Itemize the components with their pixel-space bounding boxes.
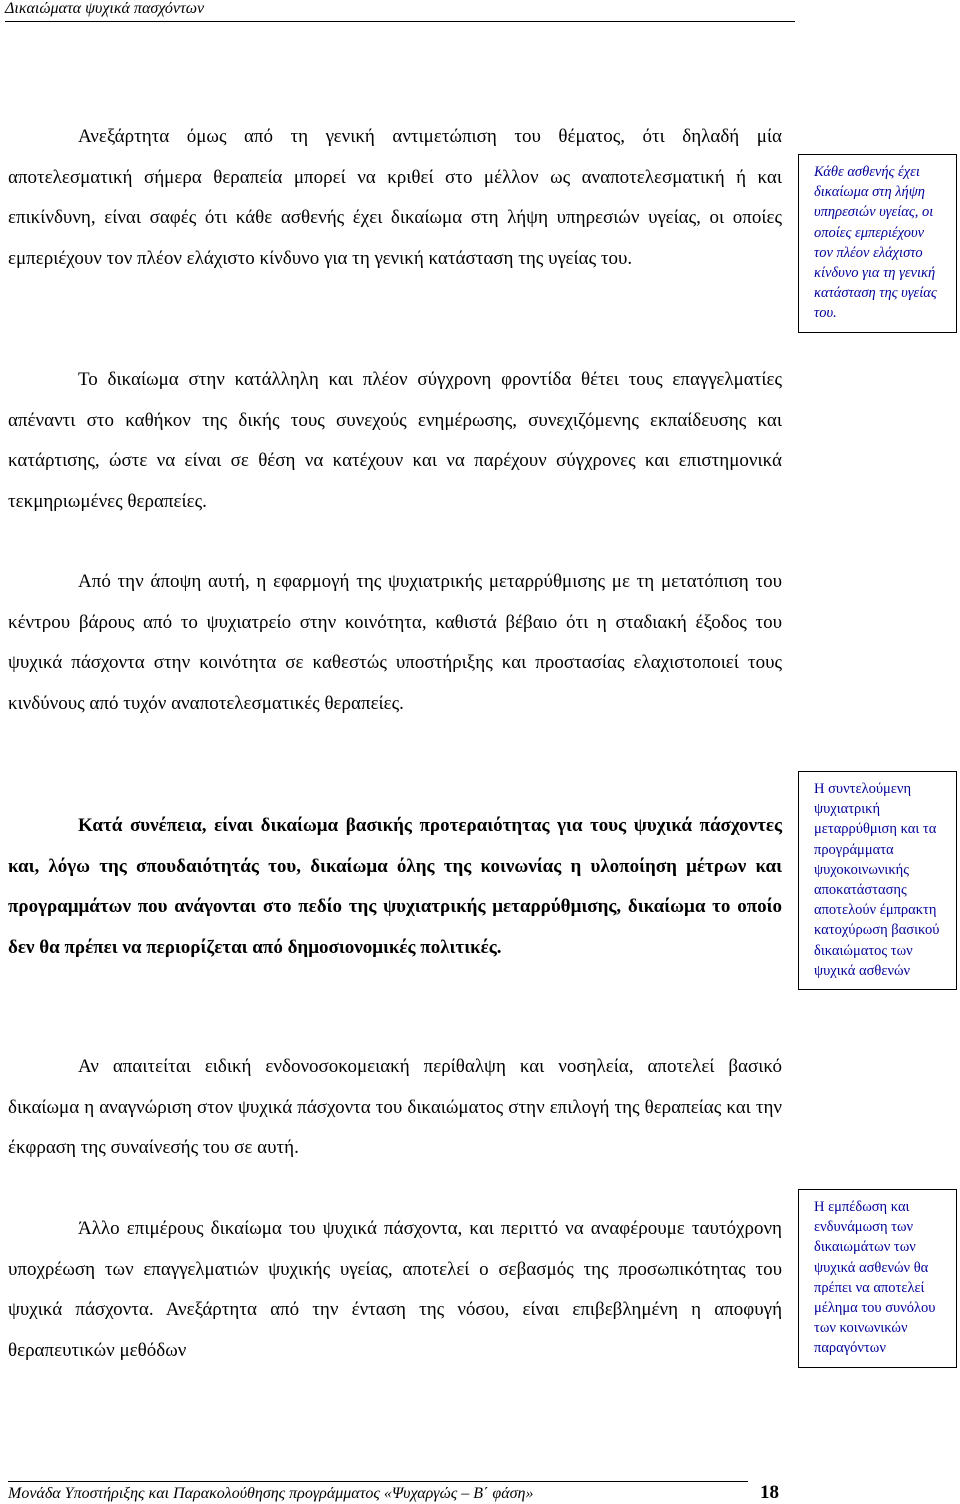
paragraph-modern-care: Το δικαίωμα στην κατάλληλη και πλέον σύγχρονη φροντίδα θέτει τους επαγγελματίες απέναντι στο καθήκον της δικής τους συνεχούς ενημέρωσης, συνεχιζόμενης εκπαίδευσης και κατάρτισης, ώστε να είναι σε θέση να κατέχουν και να παρέχουν σύγχρονες και επιστημονικά τεκμηριωμένες θεραπείες.	[8, 369, 782, 512]
running-header: Δικαιώματα ψυχικά πασχόντων	[5, 0, 795, 22]
sidenote-reform: Η συντελούμενη ψυχιατρική μεταρρύθμιση και τα προγράμματα ψυχοκοινωνικής αποκατάστασης αποτελούν έμπρακτη κατοχύρωση βασικού δικαιώματος των ψυχικά ασθενών	[798, 771, 957, 990]
paragraph-priority-right: Κατά συνέπεια, είναι δικαίωμα βασικής προτεραιότητας για τους ψυχικά πάσχοντες και, λόγω της σπουδαιότητάς του, δικαίωμα όλης της κοινωνίας η υλοποίηση μέτρων και προγραμμάτων που ανάγονται στο πεδίο της ψυχιατρικής μεταρρύθμισης, δικαίωμα το οποίο δεν θα πρέπει να περιορίζεται από δημοσιονομικές πολιτικές.	[8, 815, 782, 958]
sidenote-rights: Η εμπέδωση και ενδυνάμωση των δικαιωμάτων των ψυχικά ασθενών θα πρέπει να αποτελεί μέλημα του συνόλου των κοινωνικών παραγόντων	[798, 1189, 957, 1368]
footer-text: Μονάδα Υποστήριξης και Παρακολούθησης προγράμματος «Ψυχαργώς – Β΄ φάση»	[8, 1485, 534, 1502]
sidenote-health-services: Κάθε ασθενής έχει δικαίωμα στη λήψη υπηρεσιών υγείας, οι οποίες εμπεριέχουν τον πλέον ελάχιστο κίνδυνο για τη γενική κατάσταση της υγείας του.	[798, 154, 957, 333]
paragraph-personality-respect: Άλλο επιμέρους δικαίωμα του ψυχικά πάσχοντα, και περιττό να αναφέρουμε ταυτόχρονη υποχρέωση των επαγγελματιών ψυχικής υγείας, αποτελεί ο σεβασμός της προσωπικότητας του ψυχικά πάσχοντα. Ανεξάρτητα από την ένταση της νόσου, είναι επιβεβλημένη η αποφυγή θεραπευτικών μεθόδων	[8, 1218, 782, 1361]
paragraph-inpatient-care: Αν απαιτείται ειδική ενδονοσοκομειακή περίθαλψη και νοσηλεία, αποτελεί βασικό δικαίωμα η αναγνώριση στον ψυχικά πάσχοντα του δικαιώματος στην επιλογή της θεραπείας και την έκφραση της συναίνεσής του σε αυτή.	[8, 1056, 782, 1158]
footer-divider	[8, 1481, 748, 1482]
paragraph-general-treatment: Ανεξάρτητα όμως από τη γενική αντιμετώπιση του θέματος, ότι δηλαδή μία αποτελεσματική σήμερα θεραπεία μπορεί να κριθεί στο μέλλον ως αναποτελεσματική ή και επικίνδυνη, είναι σαφές ότι κάθε ασθενής έχει δικαίωμα στη λήψη υπηρεσιών υγείας, οι οποίες εμπεριέχουν τον πλέον ελάχιστο κίνδυνο για τη γενική κατάσταση της υγείας του.	[8, 126, 782, 269]
page-number: 18	[760, 1482, 779, 1503]
paragraph-psychiatric-reform: Από την άποψη αυτή, η εφαρμογή της ψυχιατρικής μεταρρύθμισης με τη μετατόπιση του κέντρου βάρους από το ψυχιατρείο στην κοινότητα, καθιστά βέβαιο ότι η σταδιακή έξοδος του ψυχικά πάσχοντα στην κοινότητα σε καθεστώς υποστήριξης και προστασίας ελαχιστοποιεί τους κινδύνους από τυχόν αναποτελεσματικές θεραπείες.	[8, 571, 782, 714]
